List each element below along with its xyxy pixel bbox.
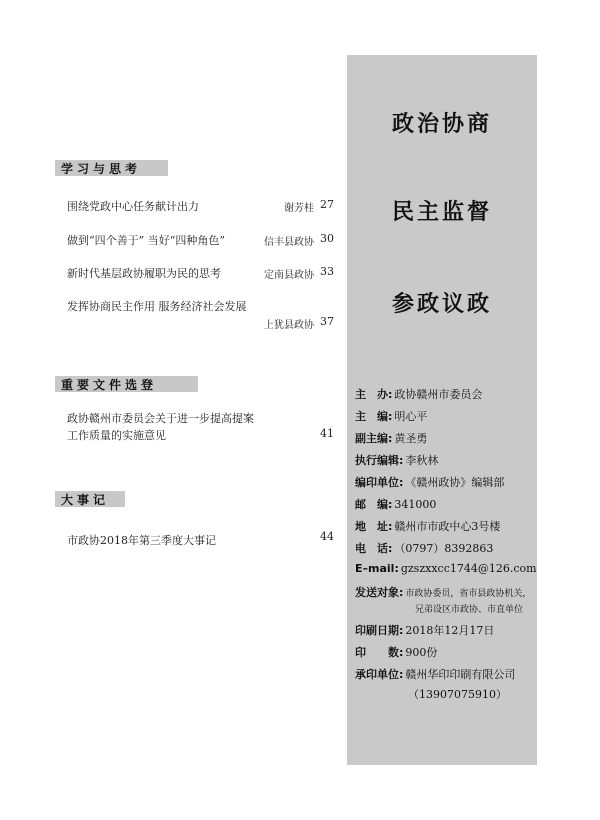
info-label: 副主编: xyxy=(355,432,393,445)
toc-entry-title-line1[interactable]: 政协赣州市委员会关于进一步提高提案 xyxy=(67,412,254,425)
toc-entry-author: 定南县政协 xyxy=(264,270,314,281)
info-executive-editor xyxy=(355,452,438,468)
info-email xyxy=(355,562,537,575)
info-editorial-unit xyxy=(355,474,504,490)
info-value: 341000 xyxy=(394,498,437,511)
toc-entry-page: 41 xyxy=(320,427,334,440)
info-value: （0797）8392863 xyxy=(394,542,494,555)
info-recipients xyxy=(355,584,531,600)
toc-entry-page: 30 xyxy=(320,232,334,245)
info-label: 印 数: xyxy=(355,646,404,659)
toc-entry-title[interactable]: 围绕党政中心任务献计出力 xyxy=(67,200,199,213)
info-printer xyxy=(355,666,515,682)
info-value: 明心平 xyxy=(394,410,428,423)
info-label: 主 办: xyxy=(355,388,393,401)
info-address xyxy=(355,518,500,534)
toc-entry-author: 信丰县政协 xyxy=(264,237,314,248)
info-phone xyxy=(355,540,493,556)
info-value: gzszxxcc1744@126.com xyxy=(400,562,537,575)
info-deputy-editor xyxy=(355,430,427,446)
info-postcode xyxy=(355,496,436,512)
info-label: 执行编辑: xyxy=(355,454,404,467)
info-label: E–mail: xyxy=(355,562,399,575)
toc-entry-author: 上犹县政协 xyxy=(264,320,314,331)
info-copies xyxy=(355,644,437,660)
info-value: 市政协委员，省市县政协机关， xyxy=(405,589,532,599)
info-sponsor xyxy=(355,386,482,402)
toc-entry-title-line2[interactable]: 工作质量的实施意见 xyxy=(67,429,166,442)
info-printer-phone: （13907075910） xyxy=(408,688,507,701)
info-value: 900份 xyxy=(405,646,438,659)
section-heading-events xyxy=(55,491,125,507)
info-value: 赣州华印印刷有限公司 xyxy=(405,668,516,681)
toc-entry-author: 谢芳桂 xyxy=(284,203,314,214)
toc-entry-title[interactable]: 做到“四个善于” 当好“四种角色” xyxy=(67,234,225,247)
info-label: 发送对象: xyxy=(355,586,404,599)
info-print-date xyxy=(355,622,494,638)
info-label: 承印单位: xyxy=(355,668,404,681)
slogan-political-consultation: 政治协商 xyxy=(391,111,492,137)
section-heading-documents-label: 重要文件选登 xyxy=(61,377,158,392)
info-value: 赣州市市政中心3号楼 xyxy=(394,520,501,533)
section-heading-documents xyxy=(55,376,198,392)
info-label: 印刷日期: xyxy=(355,624,404,637)
info-editor-in-chief xyxy=(355,408,427,424)
toc-entry-title[interactable]: 市政协2018年第三季度大事记 xyxy=(67,534,216,547)
info-value: 黄圣勇 xyxy=(394,432,428,445)
info-value: 政协赣州市委员会 xyxy=(394,388,483,401)
info-value: 李秋林 xyxy=(405,454,439,467)
section-heading-study-label: 学习与思考 xyxy=(61,161,142,176)
toc-entry-page: 37 xyxy=(320,315,334,328)
info-value: 2018年12月17日 xyxy=(405,624,495,637)
toc-entry-page: 44 xyxy=(320,530,334,543)
toc-entry-page: 33 xyxy=(320,265,334,278)
toc-entry-title[interactable]: 发挥协商民主作用 服务经济社会发展 xyxy=(67,300,247,313)
section-heading-events-label: 大事记 xyxy=(61,492,110,507)
info-label: 主 编: xyxy=(355,410,393,423)
section-heading-study xyxy=(55,160,168,176)
slogan-participation: 参政议政 xyxy=(391,291,492,317)
info-recipients-line2: 兄弟设区市政协、市直单位 xyxy=(415,605,524,615)
slogan-democratic-supervision: 民主监督 xyxy=(391,199,492,225)
info-label: 地 址: xyxy=(355,520,393,533)
toc-entry-page: 27 xyxy=(320,198,334,211)
info-label: 邮 编: xyxy=(355,498,393,511)
info-value: 《赣州政协》编辑部 xyxy=(405,476,505,489)
info-label: 电 话: xyxy=(355,542,393,555)
toc-entry-title[interactable]: 新时代基层政协履职为民的思考 xyxy=(67,267,221,280)
info-label: 编印单位: xyxy=(355,476,404,489)
